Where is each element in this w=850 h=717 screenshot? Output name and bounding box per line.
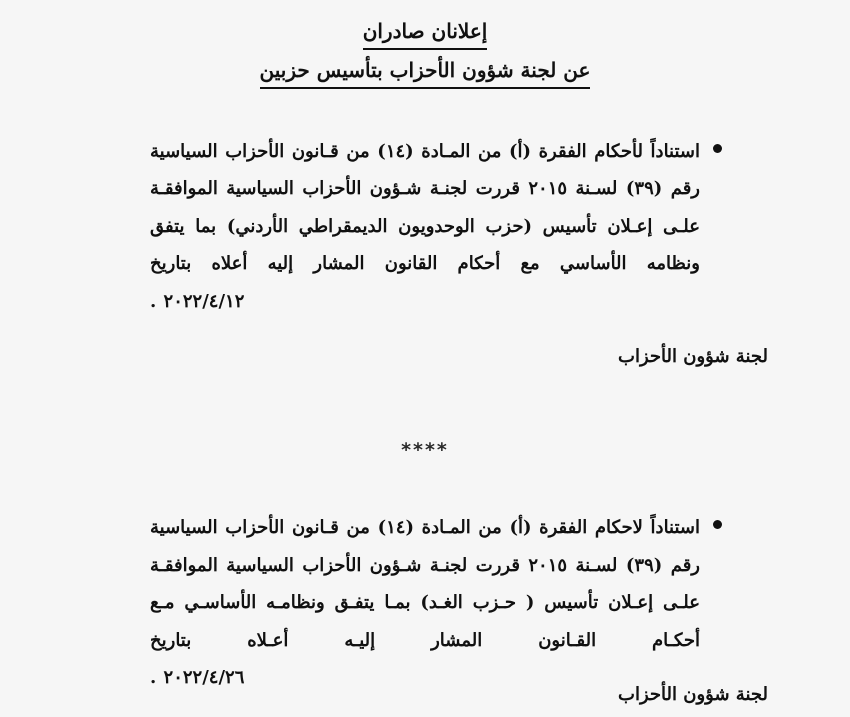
signature-line: لجنة شؤون الأحزاب	[618, 684, 768, 705]
announcement-date: ٢٠٢٢/٤/٢٦ .	[150, 666, 245, 688]
announcement-bullet-row	[150, 133, 700, 320]
announcement-bullet-row	[150, 509, 700, 696]
signature-line: لجنة شؤون الأحزاب	[618, 346, 768, 368]
announcement-body-text: استناداً لاحكام الفقرة (أ) من المـادة (١٤) من قـانون الأحزاب السياسية رقم (٣٩) لسـنة ٢٠١٥ قررت لجنـة شـؤون الأحزاب السياسية الموافقـة علـى إعـلان تأسيس ( حـزب الغـد) بمـا يتفـق ونظامـه الأساسـي مـع أحكـام القـانون المشار إليـه أعـلاه بتاريخ	[150, 517, 701, 651]
announcement-paragraph	[150, 509, 700, 696]
announcement-date: ٢٠٢٢/٤/١٢ .	[150, 290, 245, 312]
page-title-line-1	[0, 16, 850, 50]
section-separator: ****	[401, 439, 449, 462]
announcement-item	[150, 509, 700, 696]
spacer	[150, 461, 700, 509]
page-title-line-1-text: إعلانان صادران	[363, 16, 488, 50]
announcement-item	[150, 133, 768, 368]
announcement-body-text: استناداً لأحكام الفقرة (أ) من المـادة (١٤) من قـانون الأحزاب السياسية رقم (٣٩) لسـنة ٢٠١٥ قررت لجنـة شـؤون الأحزاب السياسية الموافقـة علـى إعـلان تأسيس (حزب الوحدويون الديمقراطي الأردني) بما يتفق ونظامه الأساسي مع أحكام القانون المشار إليه أعلاه بتاريخ	[150, 141, 701, 275]
bullet-icon	[713, 520, 722, 529]
announcement-paragraph	[150, 133, 700, 320]
document-header	[0, 0, 850, 89]
page-title-line-2-text: عن لجنة شؤون الأحزاب بتأسيس حزبين	[260, 55, 591, 89]
document-body	[0, 133, 850, 696]
page-title-line-2	[0, 55, 850, 89]
bullet-icon	[713, 144, 722, 153]
